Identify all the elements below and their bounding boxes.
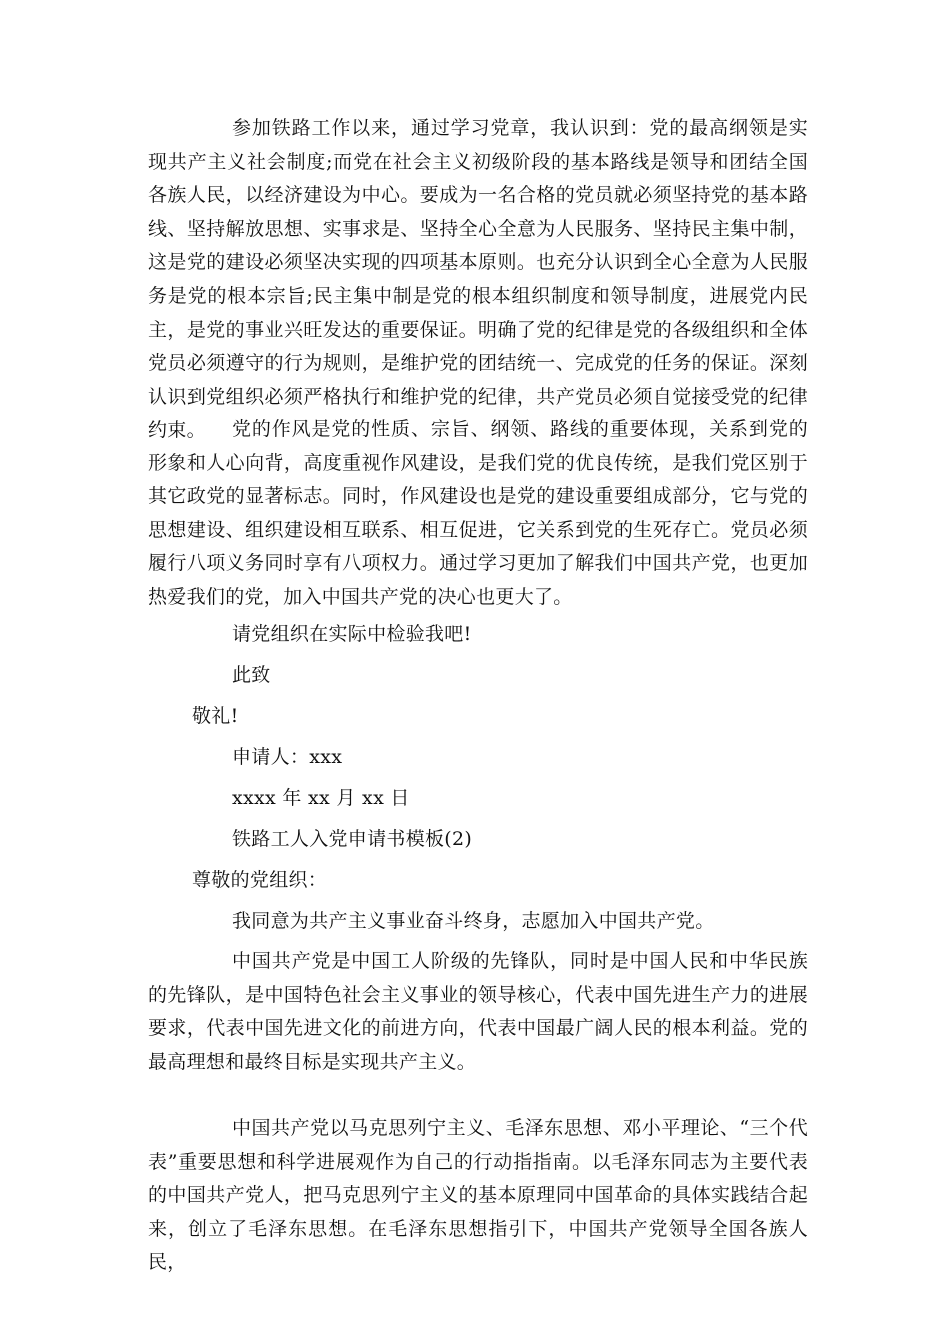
template-title: 铁路工人入党申请书模板(2) <box>232 828 473 850</box>
closing-cizhi: 此致 <box>232 664 271 686</box>
closing-jingli: 敬礼! <box>192 705 239 727</box>
paragraph-party-program: 参加铁路工作以来，通过学习党章，我认识到：党的最高纲领是实现共产主义社会制度;而党在社会主义初级阶段的基本路线是领导和团结全国各族人民，以经济建设为中心。要成为一名合格的党员就必须坚持党的基本路线、坚持解放思想、实事求是、坚持全心全意为人民服务、坚持民主集中制，这是党的建设必须坚决实现的四项基本原则。也充分认识到全心全意为人民服务是党的根本宗旨;民主集中制是党的根本组织制度和领导制度，进展党内民主，是党的事业兴旺发达的重要保证。明确了党的纪律是党的各级组织和全体党员必须遵守的行为规则，是维护党的团结统一、完成党的任务的保证。深刻认识到党组织必须严格执行和维护党的纪律，共产党员必须自觉接受党的纪律约束。 <box>148 117 808 442</box>
date-line: xxxx 年 xx 月 xx 日 <box>232 787 410 809</box>
paragraph-party-style: 党的作风是党的性质、宗旨、纲领、路线的重要体现，关系到党的形象和人心向背，高度重视作风建设，是我们党的优良传统，是我们党区别于其它政党的显著标志。同时，作风建设也是党的建设重要组成部分，它与党的思想建设、组织建设相互联系、相互促进，它关系到党的生死存亡。党员必须履行八项义务同时享有八项权力。通过学习更加了解我们中国共产党，也更加热爱我们的党，加入中国共产党的决心也更大了。 <box>148 418 808 608</box>
salutation: 尊敬的党组织： <box>192 869 328 891</box>
paragraph-party-nature: 中国共产党是中国工人阶级的先锋队，同时是中国人民和中华民族的先锋队，是中国特色社会主义事业的领导核心，代表中国先进生产力的进展要求，代表中国先进文化的前进方向，代表中国最广阔人民的根本利益。党的最高理想和最终目标是实现共产主义。 <box>148 950 808 1073</box>
paragraph-party-ideology: 中国共产党以马克思列宁主义、毛泽东思想、邓小平理论、“三个代表”重要思想和科学进展观作为自己的行动指指南。以毛泽东同志为主要代表的中国共产党人，把马克思列宁主义的基本原理同中国革命的具体实践结合起来，创立了毛泽东思想。在毛泽东思想指引下，中国共产党领导全国各族人民， <box>148 1117 808 1274</box>
applicant-line: 申请人：xxx <box>232 746 343 768</box>
paragraph-pledge: 我同意为共产主义事业奋斗终身，志愿加入中国共产党。 <box>232 910 715 932</box>
request-line: 请党组织在实际中检验我吧! <box>232 623 472 645</box>
